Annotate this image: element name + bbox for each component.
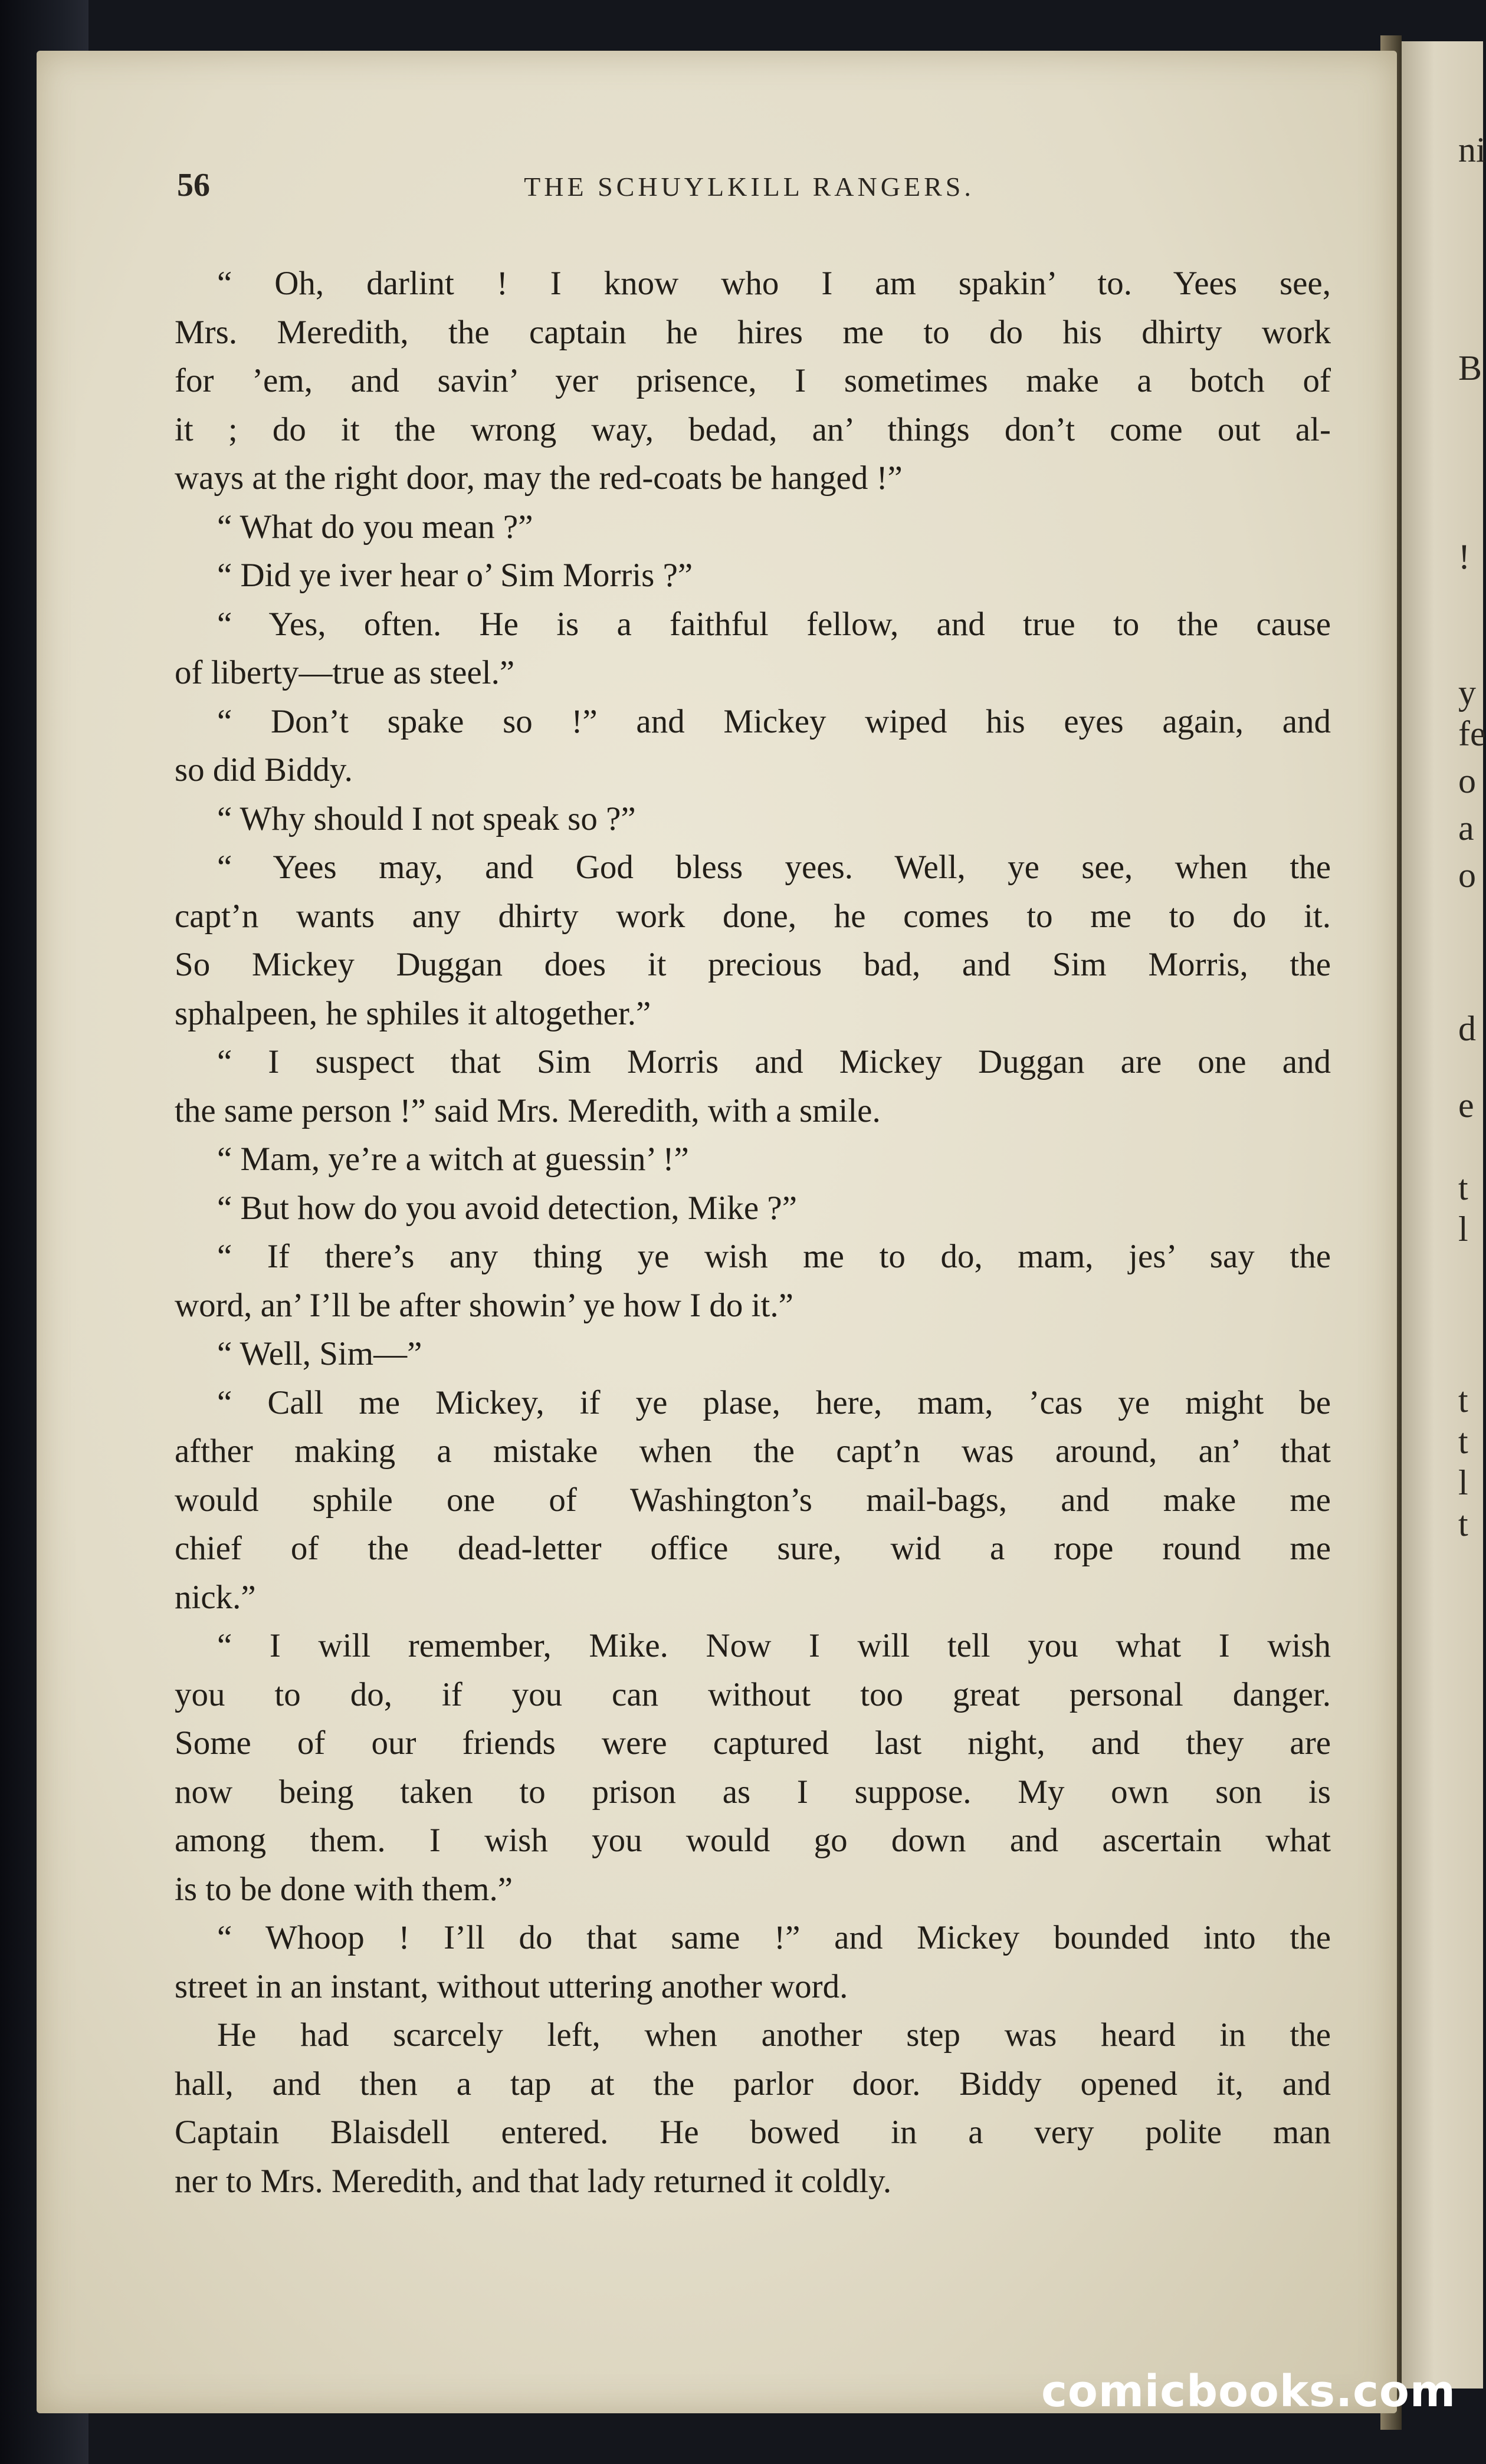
running-head: THE SCHUYLKILL RANGERS. (524, 172, 975, 202)
text-line: “ I suspect that Sim Morris and Mickey Duggan are one and (217, 1043, 1331, 1080)
text-line: ner to Mrs. Meredith, and that lady returned it coldly. (175, 2162, 892, 2200)
facing-page-fragment: ni (1458, 130, 1486, 169)
text-line: nick.” (175, 1578, 256, 1616)
text-line: “ Call me Mickey, if ye plase, here, mam, ’cas ye might be (217, 1384, 1331, 1421)
text-line: chief of the dead-letter office sure, wid a rope round me (175, 1530, 1331, 1567)
facing-page-fragment: B (1458, 349, 1482, 387)
text-line: “ Why should I not speak so ?” (217, 800, 636, 837)
text-line: now being taken to prison as I suppose. My own son is (175, 1773, 1331, 1811)
facing-page-fragment: l (1458, 1210, 1468, 1249)
text-line: the same person !” said Mrs. Meredith, with a smile. (175, 1092, 881, 1129)
body-text (175, 259, 1331, 2206)
facing-page-fragment: t (1458, 1504, 1468, 1543)
facing-page-fragment: o (1458, 761, 1476, 800)
watermark-text: comicbooks.com (1041, 2366, 1456, 2417)
text-line: “ What do you mean ?” (217, 508, 533, 546)
facing-page-fragment: l (1458, 1463, 1468, 1502)
text-line: so did Biddy. (175, 751, 353, 789)
facing-page-fragment: ! (1458, 537, 1470, 576)
text-line: “ Yees may, and God bless yees. Well, ye see, when the (217, 849, 1331, 886)
text-line: Captain Blaisdell entered. He bowed in a very polite man (175, 2114, 1331, 2151)
facing-page-edge (1402, 41, 1486, 2389)
text-line: “ Oh, darlint ! I know who I am spakin’ to. Yees see, (217, 265, 1331, 302)
text-line: Mrs. Meredith, the captain he hires me to do his dhirty work (175, 313, 1331, 351)
text-line: “ I will remember, Mike. Now I will tell you what I wish (217, 1627, 1331, 1664)
text-line: among them. I wish you would go down and ascertain what (175, 1822, 1331, 1859)
text-line: He had scarcely left, when another step was heard in the (217, 2016, 1331, 2054)
text-line: would sphile one of Washington’s mail-bags, and make me (175, 1481, 1331, 1519)
text-line: it ; do it the wrong way, bedad, an’ things don’t come out al- (175, 410, 1331, 448)
text-line: capt’n wants any dhirty work done, he comes to me to do it. (175, 897, 1331, 935)
text-line: “ Yes, often. He is a faithful fellow, and true to the cause (217, 605, 1331, 643)
text-line: street in an instant, without uttering another word. (175, 1967, 848, 2005)
text-line: is to be done with them.” (175, 1870, 513, 1908)
text-line: you to do, if you can without too great personal danger. (175, 1675, 1331, 1713)
page-header (177, 166, 1321, 213)
text-line: “ Whoop ! I’ll do that same !” and Mickey bounded into the (217, 1919, 1331, 1956)
text-line: sphalpeen, he sphiles it altogether.” (175, 994, 651, 1032)
text-line: for ’em, and savin’ yer prisence, I sometimes make a botch of (175, 362, 1331, 399)
text-line: “ Don’t spake so !” and Mickey wiped his eyes again, and (217, 702, 1331, 740)
text-line: “ Mam, ye’re a witch at guessin’ !” (217, 1141, 689, 1178)
text-line: ways at the right door, may the red-coats be hanged !” (175, 459, 903, 497)
text-line: “ Well, Sim—” (217, 1335, 422, 1372)
text-line: word, an’ I’ll be after showin’ ye how I do it.” (175, 1286, 793, 1324)
facing-page-fragment: y (1458, 673, 1476, 712)
text-line: of liberty—true as steel.” (175, 654, 515, 691)
text-line: Some of our friends were captured last night, and they are (175, 1724, 1331, 1762)
text-line: afther making a mistake when the capt’n was around, an’ that (175, 1433, 1331, 1470)
text-line: “ But how do you avoid detection, Mike ?” (217, 1189, 798, 1227)
facing-page-fragment: o (1458, 856, 1476, 895)
facing-page-fragment: t (1458, 1422, 1468, 1461)
facing-page-fragment: e (1458, 1086, 1474, 1125)
text-line: “ If there’s any thing ye wish me to do, mam, jes’ say the (217, 1238, 1331, 1275)
facing-page-fragment: t (1458, 1381, 1468, 1420)
facing-page-fragment: t (1458, 1168, 1468, 1207)
facing-page-fragment: fe (1458, 714, 1486, 753)
page-number: 56 (177, 167, 210, 203)
text-line: hall, and then a tap at the parlor door. Biddy opened it, and (175, 2065, 1331, 2102)
facing-page-fragment: d (1458, 1009, 1476, 1048)
text-line: So Mickey Duggan does it precious bad, and Sim Morris, the (175, 946, 1331, 983)
facing-page-fragment: a (1458, 809, 1474, 847)
text-line: “ Did ye iver hear o’ Sim Morris ?” (217, 557, 693, 594)
